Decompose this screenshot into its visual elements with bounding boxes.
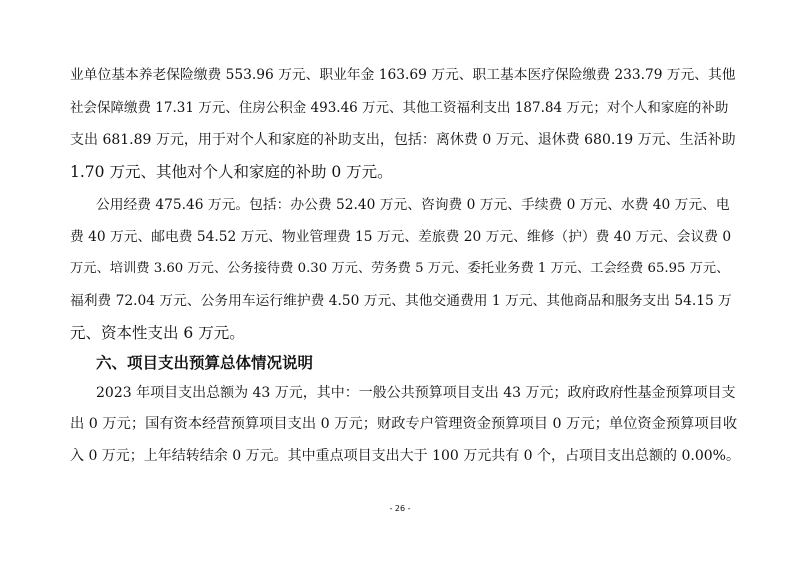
paragraph-1-line-3: 支出 681.89 万元，用于对个人和家庭的补助支出，包括：离休费 0 万元、退休费 680.19 万元、生活补助 xyxy=(70,132,736,148)
paragraph-2-line-3: 万元、培训费 3.60 万元、公务接待费 0.30 万元、劳务费 5 万元、委托业务费 1 万元、工会经费 65.95 万元、 xyxy=(70,261,730,276)
page-number: - 26 - xyxy=(389,504,411,513)
section-6-heading: 六、项目支出预算总体情况说明 xyxy=(96,354,314,372)
paragraph-1-line-1: 业单位基本养老保险缴费 553.96 万元、职业年金 163.69 万元、职工基本医疗保险缴费 233.79 万元、其他 xyxy=(70,67,736,83)
section-6-line-2: 出 0 万元；国有资本经营预算项目支出 0 万元；财政专户管理资金预算项目 0 万元；单位资金预算项目收 xyxy=(70,416,738,432)
paragraph-1-line-4: 1.70 万元、其他对个人和家庭的补助 0 万元。 xyxy=(70,163,393,181)
paragraph-2-line-2: 费 40 万元、邮电费 54.52 万元、物业管理费 15 万元、差旅费 20 万元、维修（护）费 40 万元、会议费 0 xyxy=(70,229,732,245)
paragraph-2-line-1: 公用经费 475.46 万元。包括：办公费 52.40 万元、咨询费 0 万元、手续费 0 万元、水费 40 万元、电 xyxy=(96,197,730,213)
paragraph-2-line-5: 元、资本性支出 6 万元。 xyxy=(70,324,245,342)
section-6-line-1: 2023 年项目支出总额为 43 万元，其中：一般公共预算项目支出 43 万元；政府政府性基金预算项目支 xyxy=(96,385,736,401)
section-6-line-3: 入 0 万元；上年结转结余 0 万元。其中重点项目支出大于 100 万元共有 0 个，占项目支出总额的 0.00%。 xyxy=(70,448,740,464)
paragraph-2-line-4: 福利费 72.04 万元、公务用车运行维护费 4.50 万元、其他交通费用 1 万元、其他商品和服务支出 54.15 万 xyxy=(70,293,732,309)
paragraph-1-line-2: 社会保障缴费 17.31 万元、住房公积金 493.46 万元、其他工资福利支出 187.84 万元；对个人和家庭的补助 xyxy=(70,100,729,116)
